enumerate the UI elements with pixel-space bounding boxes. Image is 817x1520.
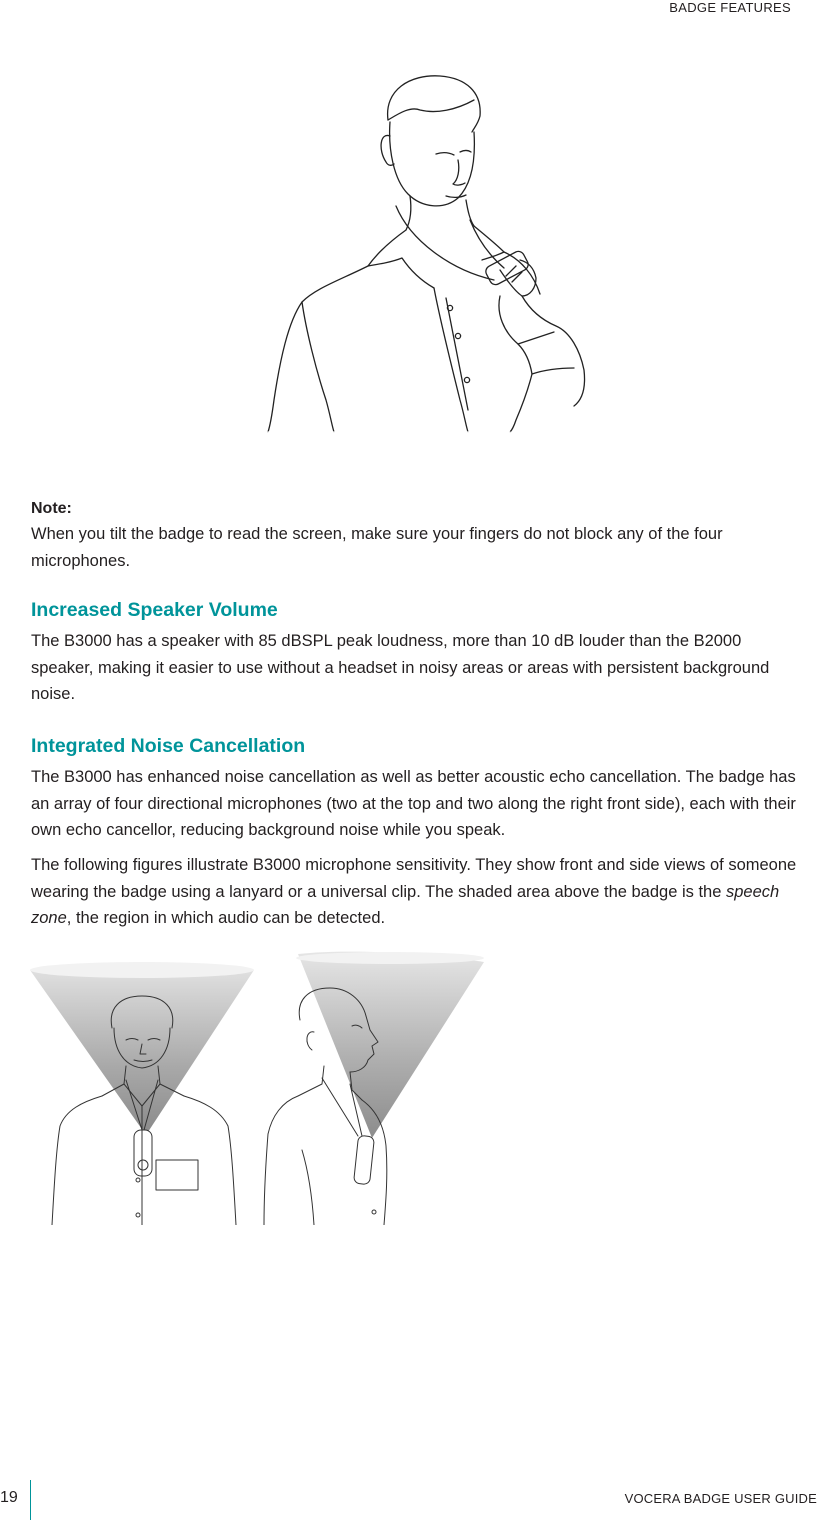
front-view-speech-zone-figure bbox=[28, 950, 260, 1225]
note-text: When you tilt the badge to read the screen, make sure your fingers do not block any of the four microphones. bbox=[31, 525, 723, 570]
heading-increased-speaker-volume: Increased Speaker Volume bbox=[31, 599, 278, 621]
note-label: Note: bbox=[31, 500, 72, 517]
guide-title: VOCERA BADGE USER GUIDE bbox=[624, 1491, 817, 1506]
heading-integrated-noise-cancellation: Integrated Noise Cancellation bbox=[31, 735, 306, 757]
side-speech-zone-cone bbox=[298, 952, 484, 1138]
figures-intro-paragraph bbox=[31, 852, 806, 932]
noise-cancellation-paragraph: The B3000 has enhanced noise cancellation as well as better acoustic echo cancellation. The badge has an array of four directional microphones (two at the top and two along the right front side), each with their own echo cancellor, reducing background noise while you speak. bbox=[31, 768, 796, 839]
footer-divider bbox=[30, 1480, 31, 1520]
speech-zone-term: speech zone bbox=[31, 882, 780, 927]
figures-intro-text-before: The following figures illustrate B3000 microphone sensitivity. They show front and side views of someone wearing the badge using a lanyard or a universal clip. The shaded area above the badge is the bbox=[31, 856, 797, 901]
running-header: BADGE FEATURES bbox=[669, 0, 791, 15]
speaker-volume-paragraph: The B3000 has a speaker with 85 dBSPL peak loudness, more than 10 dB louder than the B2000 speaker, making it easier to use without a headset in noisy areas or areas with persistent background noise. bbox=[31, 632, 770, 703]
badge-tilt-illustration bbox=[260, 70, 595, 435]
figures-intro-text-after: , the region in which audio can be detected. bbox=[66, 909, 386, 927]
page-number: 19 bbox=[0, 1489, 18, 1506]
side-view-speech-zone-figure bbox=[262, 950, 484, 1225]
